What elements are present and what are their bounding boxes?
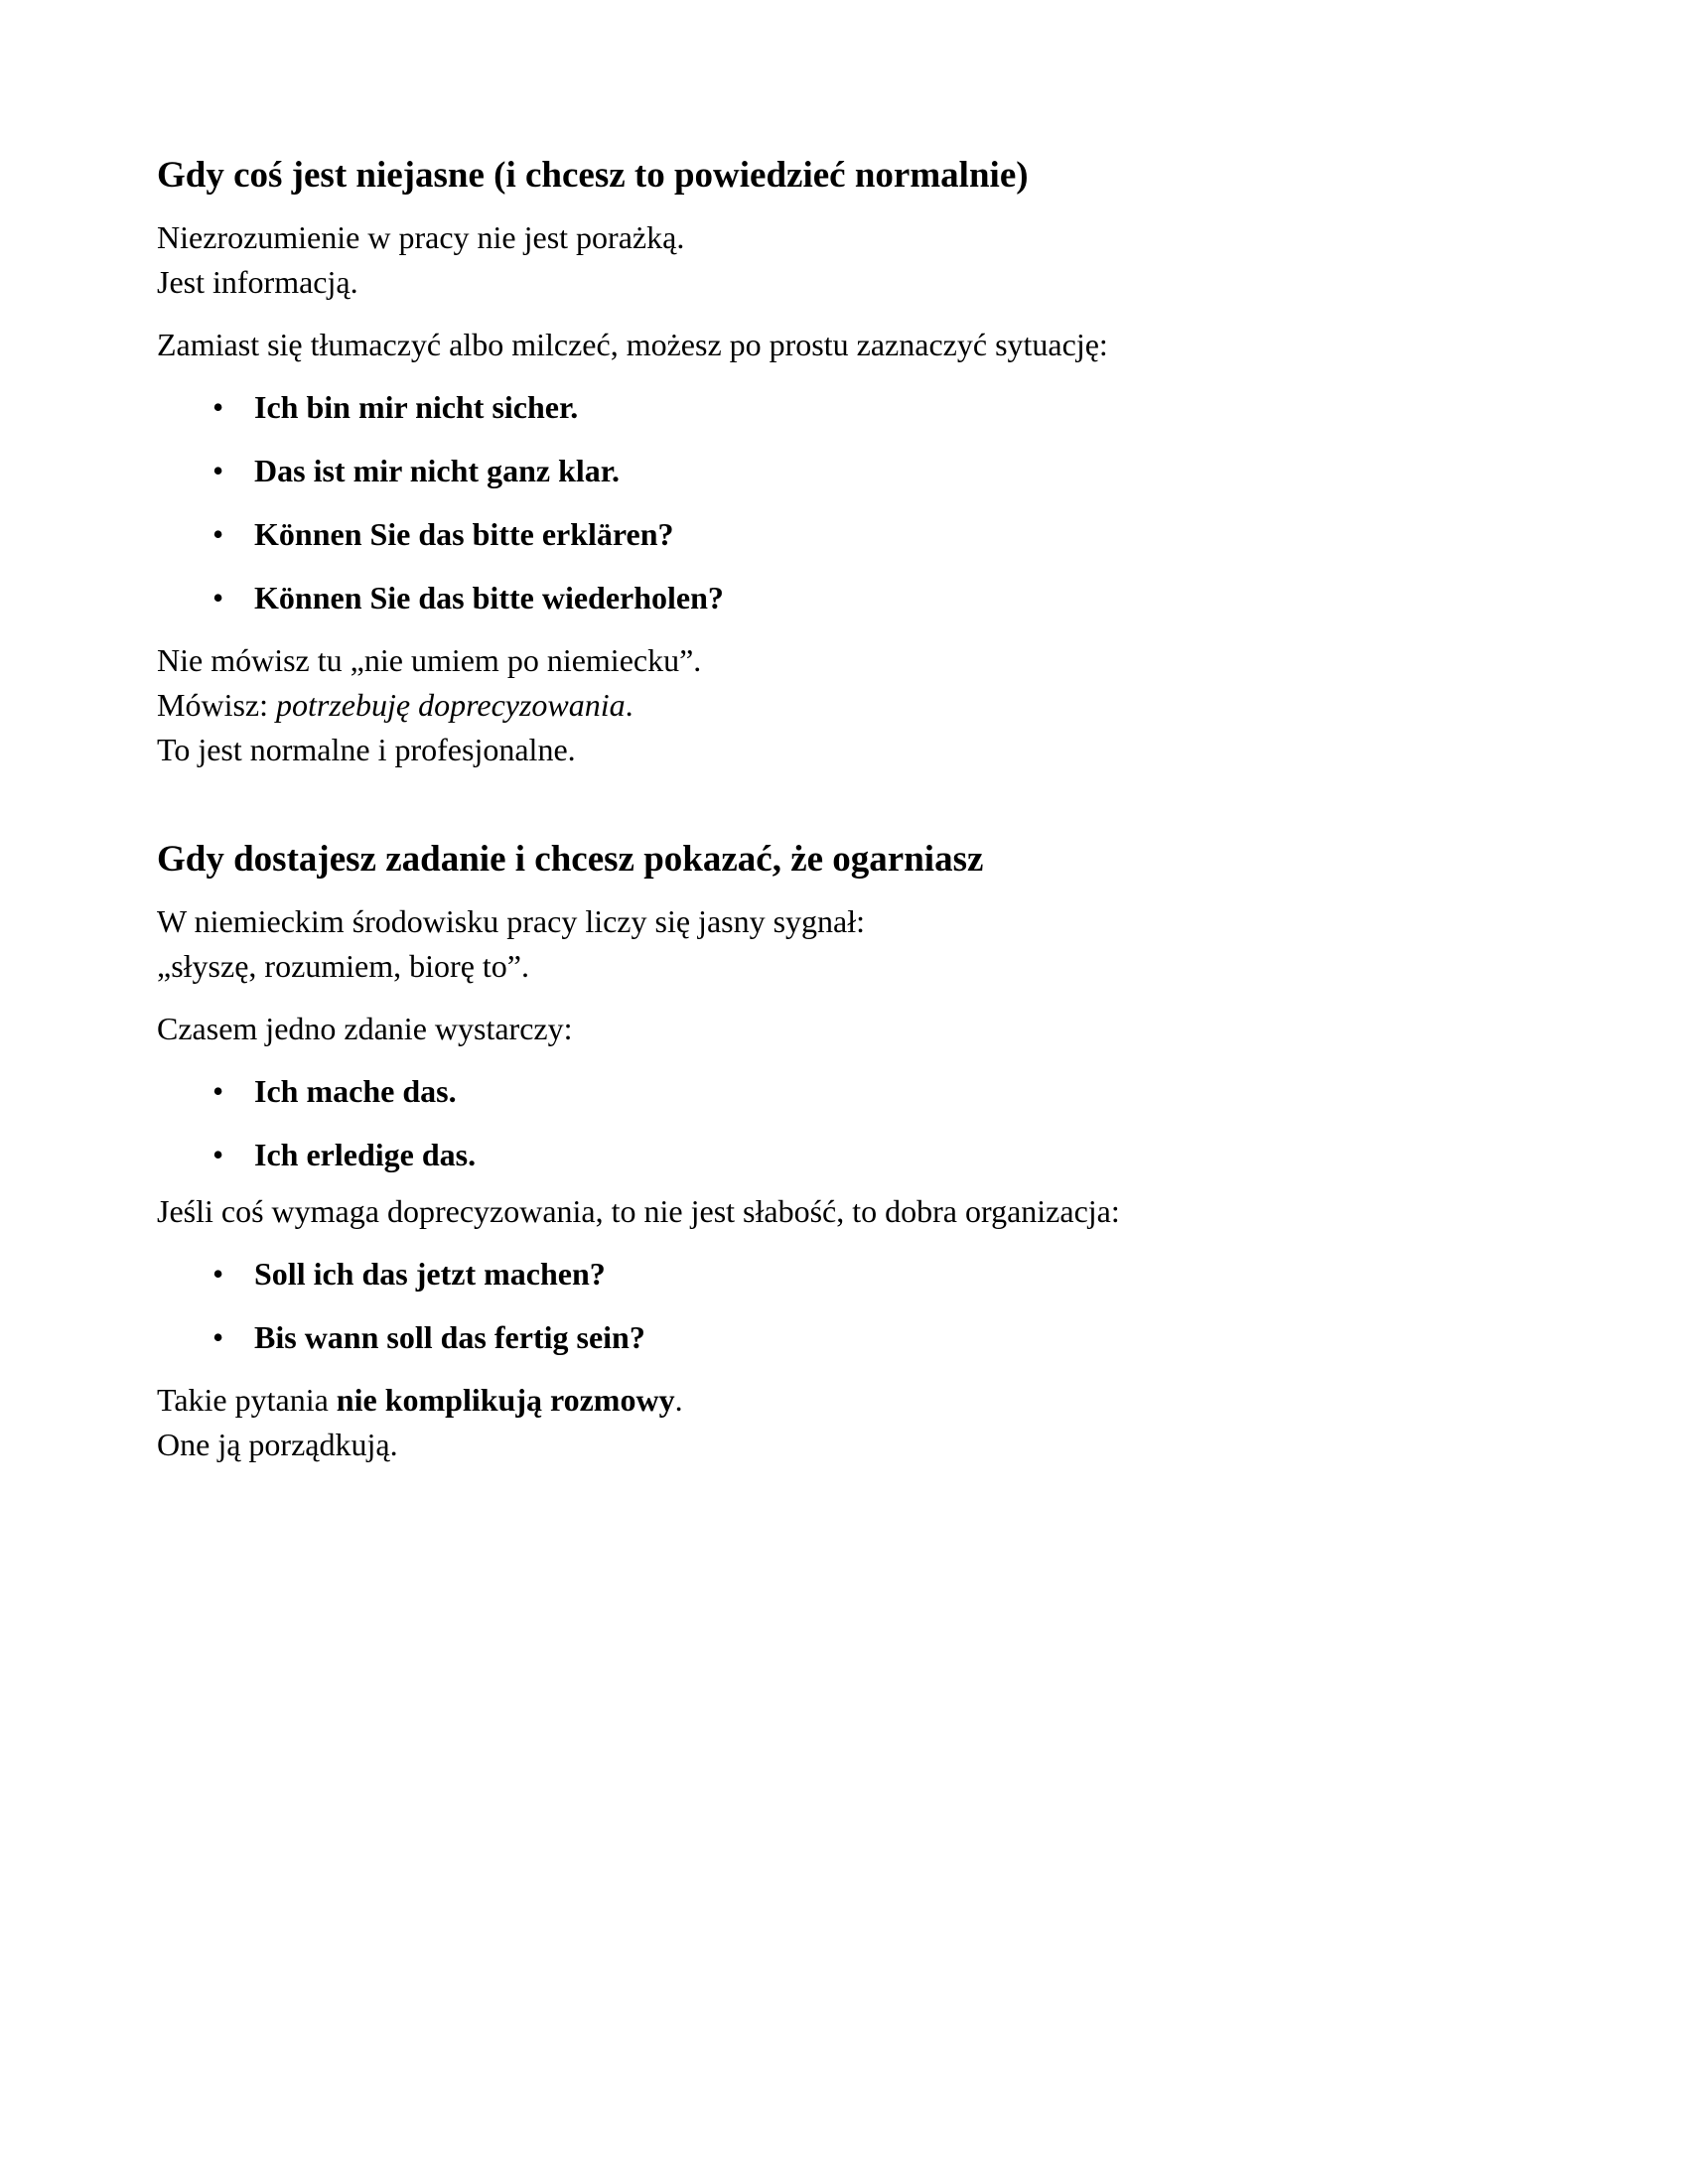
- phrase-text: Können Sie das bitte erklären?: [254, 516, 674, 552]
- outro-line: Nie mówisz tu „nie umiem po niemiecku”.: [157, 642, 702, 678]
- lead-paragraph: Zamiast się tłumaczyć albo milczeć, możesz po prostu zaznaczyć sytuację:: [157, 327, 1108, 362]
- phrase-text: Ich mache das.: [254, 1073, 457, 1109]
- list-item: [157, 512, 1547, 557]
- outro-prefix: Mówisz:: [157, 687, 276, 723]
- outro-line: [157, 1378, 1547, 1423]
- section-heading: Gdy coś jest niejasne (i chcesz to powiedzieć normalnie): [157, 155, 1029, 196]
- section-unclear: [157, 154, 1547, 772]
- emphasis-text: potrzebuję doprecyzowania: [276, 687, 626, 723]
- outro-paragraph: [157, 638, 1547, 772]
- phrase-text: Können Sie das bitte wiederholen?: [254, 580, 724, 615]
- list-item: [157, 576, 1547, 620]
- outro-suffix: .: [625, 687, 633, 723]
- bullet-icon: •: [212, 1256, 224, 1292]
- lead-paragraph: Czasem jedno zdanie wystarczy:: [157, 1011, 573, 1046]
- outro-line: To jest normalne i profesjonalne.: [157, 732, 576, 767]
- list-item: [157, 385, 1547, 430]
- intro-line: Jest informacją.: [157, 264, 358, 300]
- bullet-icon: •: [212, 516, 224, 552]
- list-item: [157, 1069, 1547, 1114]
- bold-text: nie komplikują rozmowy: [336, 1382, 675, 1418]
- outro-paragraph: [157, 1378, 1547, 1467]
- lead-paragraph: Jeśli coś wymaga doprecyzowania, to nie jest słabość, to dobra organizacja:: [157, 1193, 1120, 1229]
- bullet-icon: •: [212, 453, 224, 488]
- intro-line: Niezrozumienie w pracy nie jest porażką.: [157, 219, 685, 255]
- list-item: [157, 449, 1547, 493]
- section-heading: Gdy dostajesz zadanie i chcesz pokazać, że ogarniasz: [157, 839, 984, 880]
- intro-paragraph: [157, 899, 1547, 989]
- phrase-list: [157, 385, 1547, 620]
- phrase-text: Bis wann soll das fertig sein?: [254, 1319, 645, 1355]
- list-item: [157, 1315, 1547, 1360]
- intro-paragraph: [157, 215, 1547, 305]
- intro-line: W niemieckim środowisku pracy liczy się jasny sygnał:: [157, 903, 866, 939]
- outro-line: One ją porządkują.: [157, 1427, 398, 1462]
- outro-suffix: .: [674, 1382, 683, 1418]
- phrase-list: [157, 1252, 1547, 1360]
- phrase-list: [157, 1069, 1547, 1177]
- list-item: [157, 1252, 1547, 1297]
- bullet-icon: •: [212, 1137, 224, 1172]
- bullet-icon: •: [212, 580, 224, 615]
- document-page: [157, 154, 1547, 1485]
- outro-line: [157, 683, 1547, 728]
- bullet-icon: •: [212, 1073, 224, 1109]
- list-item: [157, 1133, 1547, 1177]
- phrase-text: Soll ich das jetzt machen?: [254, 1256, 606, 1292]
- phrase-text: Ich erledige das.: [254, 1137, 477, 1172]
- bullet-icon: •: [212, 389, 224, 425]
- intro-line: „słyszę, rozumiem, biorę to”.: [157, 948, 529, 984]
- phrase-text: Das ist mir nicht ganz klar.: [254, 453, 621, 488]
- bullet-icon: •: [212, 1319, 224, 1355]
- section-task: [157, 838, 1547, 1467]
- outro-prefix: Takie pytania: [157, 1382, 337, 1418]
- phrase-text: Ich bin mir nicht sicher.: [254, 389, 579, 425]
